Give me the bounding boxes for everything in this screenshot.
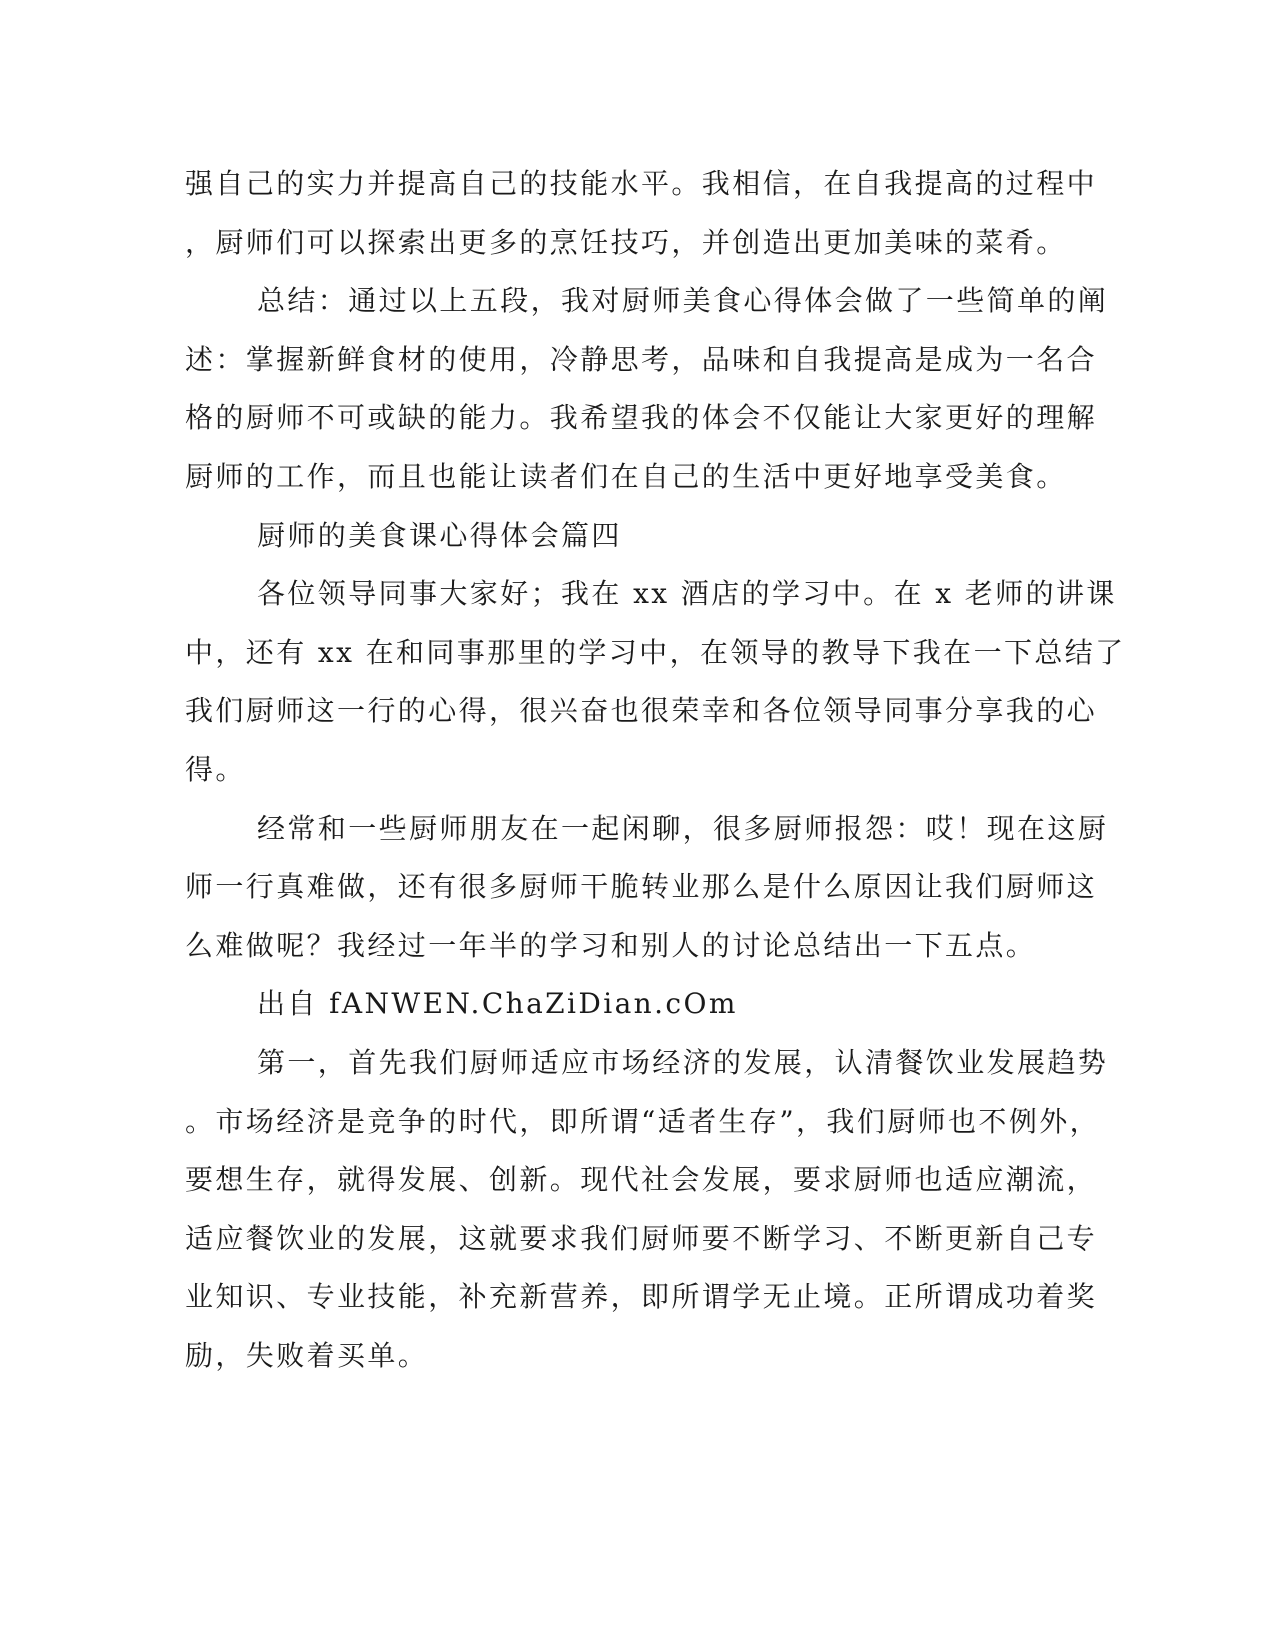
source-line: 出自 fANWEN.ChaZiDian.cOm	[257, 987, 738, 1021]
text-line: 么难做呢？我经过一年半的学习和别人的讨论总结出一下五点。	[185, 928, 1037, 962]
text-line: 述：掌握新鲜食材的使用，冷静思考，品味和自我提高是成为一名合	[185, 342, 1098, 376]
paragraph-greeting-start: 各位领导同事大家好；我在 xx 酒店的学习中。在 x 老师的讲课	[257, 577, 1117, 611]
paragraph-first-point-start: 第一，首先我们厨师适应市场经济的发展，认清餐饮业发展趋势	[257, 1045, 1109, 1079]
text-line: 师一行真难做，还有很多厨师干脆转业那么是什么原因让我们厨师这	[185, 870, 1098, 904]
text-line: 适应餐饮业的发展，这就要求我们厨师要不断学习、不断更新自己专	[185, 1221, 1098, 1255]
paragraph-chat-start: 经常和一些厨师朋友在一起闲聊，很多厨师报怨：哎！现在这厨	[257, 811, 1109, 845]
text-line: 。市场经济是竞争的时代，即所谓“适者生存”，我们厨师也不例外，	[185, 1104, 1101, 1138]
text-line: 厨师的工作，而且也能让读者们在自己的生活中更好地享受美食。	[185, 459, 1067, 493]
text-line: ，厨师们可以探索出更多的烹饪技巧，并创造出更加美味的菜肴。	[185, 225, 1067, 259]
text-line: 业知识、专业技能，补充新营养，即所谓学无止境。正所谓成功着奖	[185, 1280, 1098, 1314]
text-line: 强自己的实力并提高自己的技能水平。我相信，在自我提高的过程中	[185, 167, 1098, 200]
section-heading: 厨师的美食课心得体会篇四	[257, 518, 622, 552]
text-line: 得。	[185, 752, 246, 786]
paragraph-summary-start: 总结：通过以上五段，我对厨师美食心得体会做了一些简单的阐	[257, 284, 1109, 318]
text-line: 励，失败着买单。	[185, 1338, 429, 1372]
document-body	[185, 155, 1126, 1385]
text-line: 中，还有 xx 在和同事那里的学习中，在领导的教导下我在一下总结了	[185, 635, 1126, 669]
text-line: 我们厨师这一行的心得，很兴奋也很荣幸和各位领导同事分享我的心	[185, 694, 1098, 728]
text-line: 要想生存，就得发展、创新。现代社会发展，要求厨师也适应潮流，	[185, 1163, 1098, 1197]
text-line: 格的厨师不可或缺的能力。我希望我的体会不仅能让大家更好的理解	[185, 401, 1098, 435]
